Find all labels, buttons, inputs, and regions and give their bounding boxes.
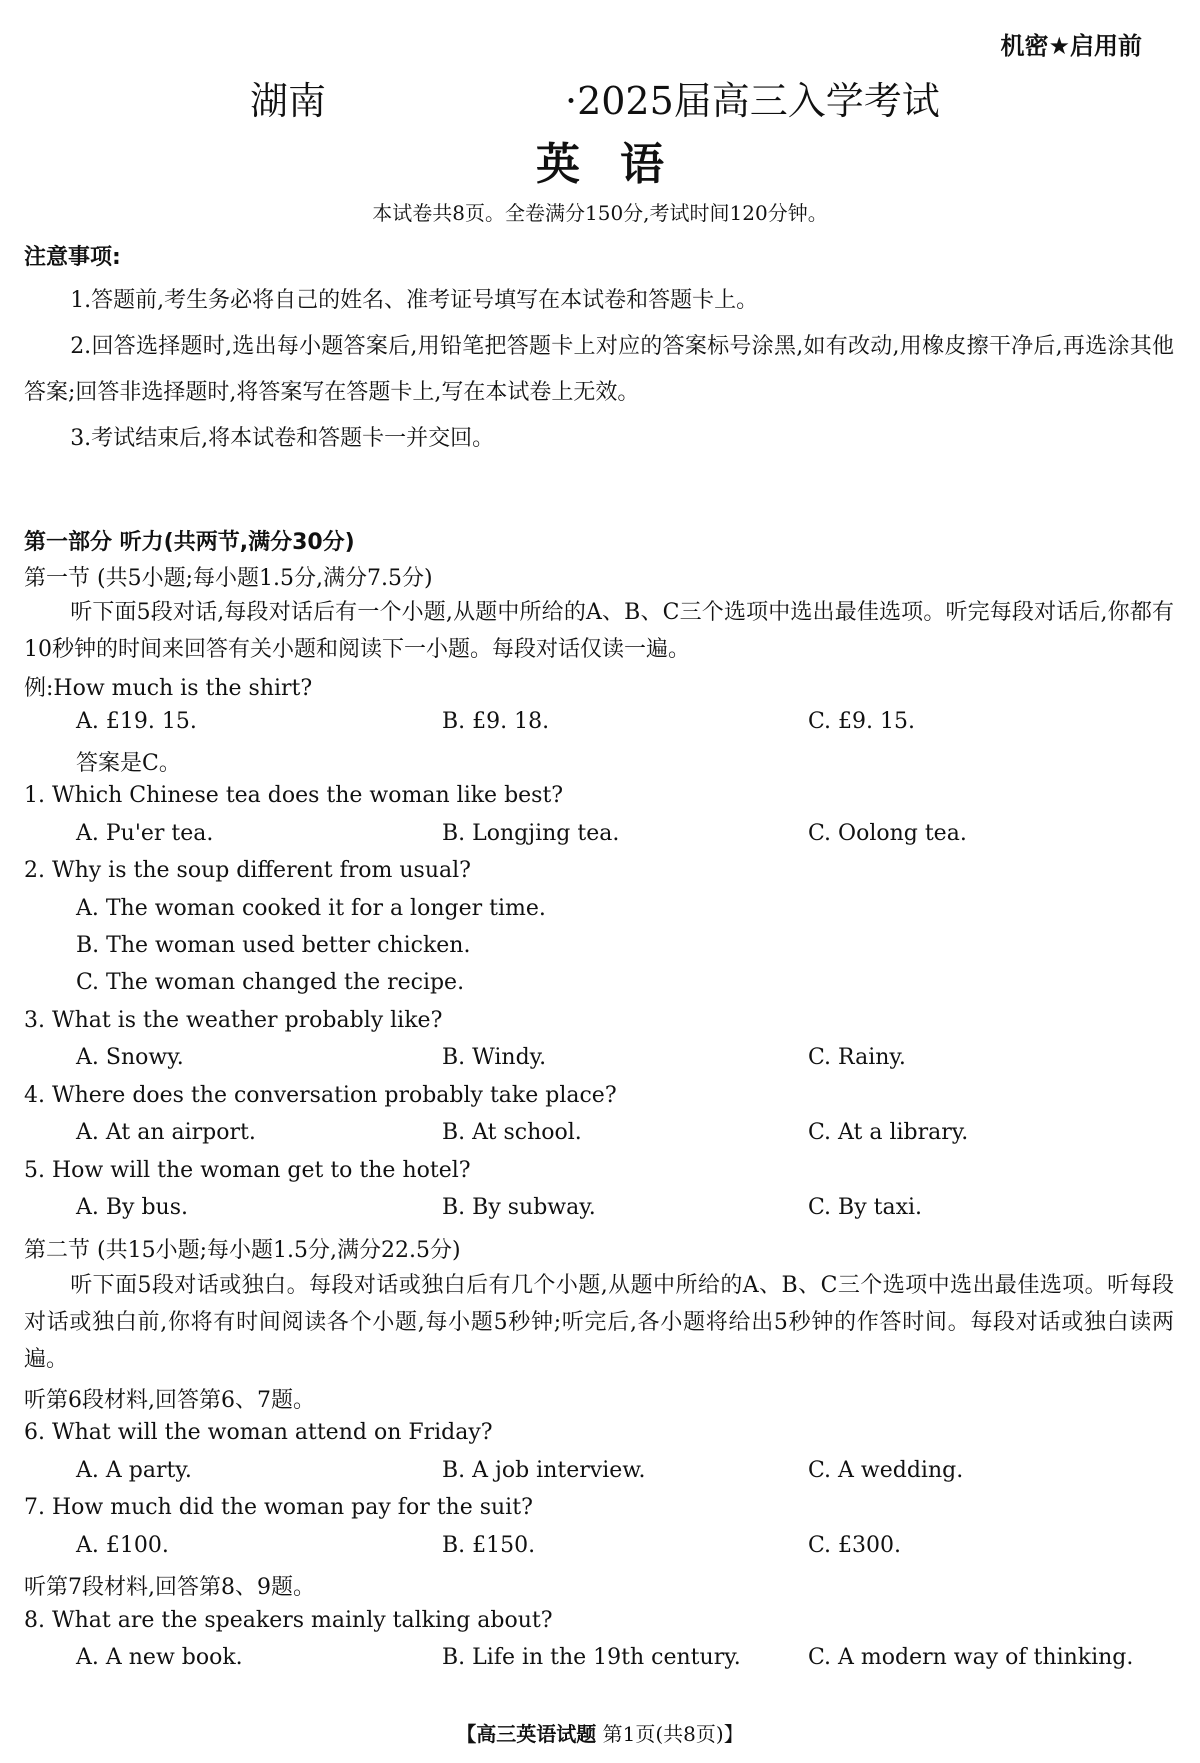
exam-info: 本试卷共8页。全卷满分150分,考试时间120分钟。 <box>372 201 828 225</box>
example-question: 例:How much is the shirt? <box>24 676 313 701</box>
exam-region: 湖南 <box>250 79 327 123</box>
notice-heading: 注意事项: <box>24 245 121 270</box>
example-option-b: B. £9. 18. <box>442 709 550 734</box>
q5-option-c: C. By taxi. <box>808 1195 923 1220</box>
part1-heading: 第一部分 听力(共两节,满分30分) <box>24 530 355 555</box>
question-3: 3. What is the weather probably like? <box>24 1008 443 1033</box>
q8-option-b: B. Life in the 19th century. <box>442 1645 741 1670</box>
question-6: 6. What will the woman attend on Friday? <box>24 1420 493 1445</box>
q4-option-c: C. At a library. <box>808 1120 969 1145</box>
question-7: 7. How much did the woman pay for the suit? <box>24 1495 533 1520</box>
section1-instructions: 听下面5段对话,每段对话后有一个小题,从题中所给的A、B、C三个选项中选出最佳选项。听完每段对话后,你都有10秒钟的时间来回答有关小题和阅读下一小题。每段对话仅读一遍。 <box>24 600 1174 662</box>
question-5: 5. How will the woman get to the hotel? <box>24 1158 471 1183</box>
q2-option-b: B. The woman used better chicken. <box>76 933 471 958</box>
question-4: 4. Where does the conversation probably take place? <box>24 1083 617 1108</box>
q3-option-b: B. Windy. <box>442 1045 547 1070</box>
confidential-mark: 机密★启用前 <box>1000 32 1142 60</box>
q5-option-b: B. By subway. <box>442 1195 596 1220</box>
example-option-c: C. £9. 15. <box>808 709 916 734</box>
q6-option-b: B. A job interview. <box>442 1458 646 1483</box>
section2-heading: 第二节 (共15小题;每小题1.5分,满分22.5分) <box>24 1238 461 1263</box>
subject-title: 英语 <box>536 139 704 190</box>
page-footer <box>0 1718 1200 1747</box>
q7-option-b: B. £150. <box>442 1533 536 1558</box>
question-8: 8. What are the speakers mainly talking about? <box>24 1608 553 1633</box>
q6-option-a: A. A party. <box>76 1458 192 1483</box>
question-1: 1. Which Chinese tea does the woman like best? <box>24 783 564 808</box>
example-option-a: A. £19. 15. <box>76 709 197 734</box>
footer-label: 【高三英语试题 <box>456 1722 597 1746</box>
q1-option-c: C. Oolong tea. <box>808 821 967 846</box>
notice-item-3: 3.考试结束后,将本试卷和答题卡一并交回。 <box>70 426 495 451</box>
q3-option-c: C. Rainy. <box>808 1045 906 1070</box>
notice-item-1: 1.答题前,考生务必将自己的姓名、准考证号填写在本试卷和答题卡上。 <box>70 288 759 313</box>
q1-option-b: B. Longjing tea. <box>442 821 620 846</box>
q2-option-c: C. The woman changed the recipe. <box>76 970 465 995</box>
material-6-instruction: 听第6段材料,回答第6、7题。 <box>24 1388 315 1413</box>
exam-title: ·2025届高三入学考试 <box>565 79 940 123</box>
example-answer: 答案是C。 <box>76 751 181 776</box>
q4-option-b: B. At school. <box>442 1120 582 1145</box>
notice-item-2: 2.回答选择题时,选出每小题答案后,用铅笔把答题卡上对应的答案标号涂黑,如有改动,用橡皮擦干净后,再选涂其他答案;回答非选择题时,将答案写在答题卡上,写在本试卷上无效。 <box>24 334 1174 405</box>
q2-option-a: A. The woman cooked it for a longer time. <box>76 896 546 921</box>
q8-option-c: C. A modern way of thinking. <box>808 1645 1134 1670</box>
section2-instructions: 听下面5段对话或独白。每段对话或独白后有几个小题,从题中所给的A、B、C三个选项中选出最佳选项。听每段对话或独白前,你将有时间阅读各个小题,每小题5秒钟;听完后,各小题将给出5秒钟的作答时间。每段对话或独白读两遍。 <box>24 1273 1174 1372</box>
q4-option-a: A. At an airport. <box>76 1120 256 1145</box>
question-2: 2. Why is the soup different from usual? <box>24 858 471 883</box>
material-7-instruction: 听第7段材料,回答第8、9题。 <box>24 1575 315 1600</box>
q3-option-a: A. Snowy. <box>76 1045 184 1070</box>
q6-option-c: C. A wedding. <box>808 1458 964 1483</box>
q5-option-a: A. By bus. <box>76 1195 188 1220</box>
q7-option-a: A. £100. <box>76 1533 169 1558</box>
section1-heading: 第一节 (共5小题;每小题1.5分,满分7.5分) <box>24 566 433 591</box>
q7-option-c: C. £300. <box>808 1533 902 1558</box>
footer-page-number: 第1页(共8页)】 <box>602 1722 744 1746</box>
q8-option-a: A. A new book. <box>76 1645 243 1670</box>
q1-option-a: A. Pu'er tea. <box>76 821 214 846</box>
